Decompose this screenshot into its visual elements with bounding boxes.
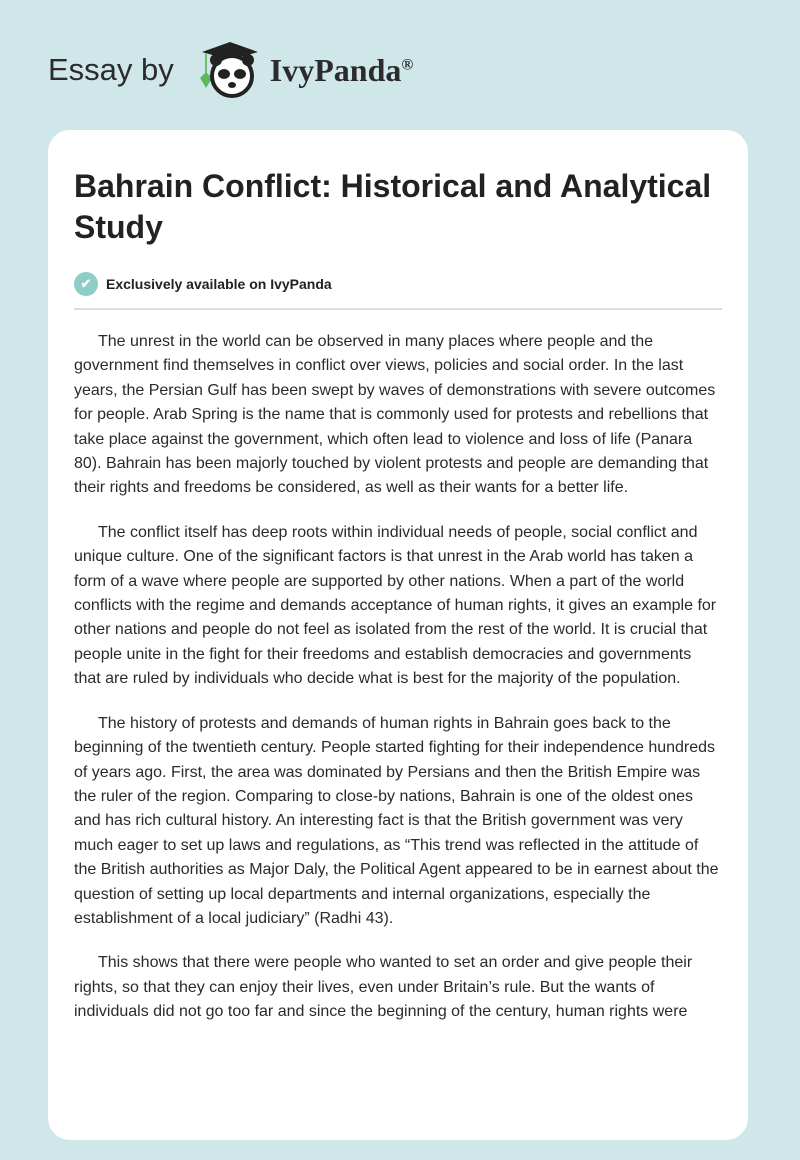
brand-name: [270, 52, 414, 89]
divider: [74, 308, 722, 310]
essay-title: Bahrain Conflict: Historical and Analytical Study: [74, 168, 712, 245]
brand-text: IvyPanda: [269, 51, 402, 88]
ivypanda-logo-icon: [192, 38, 262, 102]
paragraph: The unrest in the world can be observed in many places where people and the government find themselves in conflict over views, policies and social order. In the last years, the Persian Gulf has been swept by waves of demonstrations with severe outcomes for people. Arab Spring is the name that is commonly used for protests and rebellions that take place against the government, which often lead to violence and loss of life (Panara 80). Bahrain has been majorly touched by violent protests and people are demanding that their rights and freedoms be considered, as well as their wants for a better life.: [74, 333, 716, 497]
essay-by-label: Essay by: [48, 52, 174, 87]
essay-card: [48, 130, 748, 1140]
registered-mark: ®: [401, 55, 414, 73]
essay-body: [74, 330, 722, 1025]
paragraph: The history of protests and demands of human rights in Bahrain goes back to the beginning of the twentieth century. People started fighting for their independence hundreds of years ago. First, the area was dominated by Persians and then the British Empire was the ruler of the region. Comparing to close-by nations, Bahrain is one of the oldest ones and has rich cultural history. An interesting fact is that the British government was very much eager to set up laws and regulations, as “This trend was reflected in the attitude of the British authorities as Major Daly, the Political Agent appeared to be in earnest about the question of setting up local departments and internal organizations, especially the establishment of a local judiciary” (Radhi 43).: [74, 714, 719, 927]
exclusive-label: Exclusively available on IvyPanda: [106, 276, 332, 292]
check-icon: ✔: [74, 272, 98, 296]
paragraph: The conflict itself has deep roots within individual needs of people, social conflict and unique culture. One of the significant factors is that unrest in the Arab world has taken a form of a wave where people are supported by other nations. When a part of the world conflicts with the regime and demands acceptance of human rights, it gives an example for other nations and people do not feel as isolated from the rest of the world. It is crucial that people unite in the fight for their freedoms and establish democracies and governments that are ruled by individuals who decide what is best for the majority of the population.: [74, 523, 717, 688]
exclusive-badge: [74, 272, 722, 296]
site-header: [48, 38, 413, 102]
paragraph: This shows that there were people who wanted to set an order and give people their rights, so that they can enjoy their lives, even under Britain’s rule. But the wants of individuals did not go too far and since the beginning of the century, human rights were: [74, 954, 693, 1021]
